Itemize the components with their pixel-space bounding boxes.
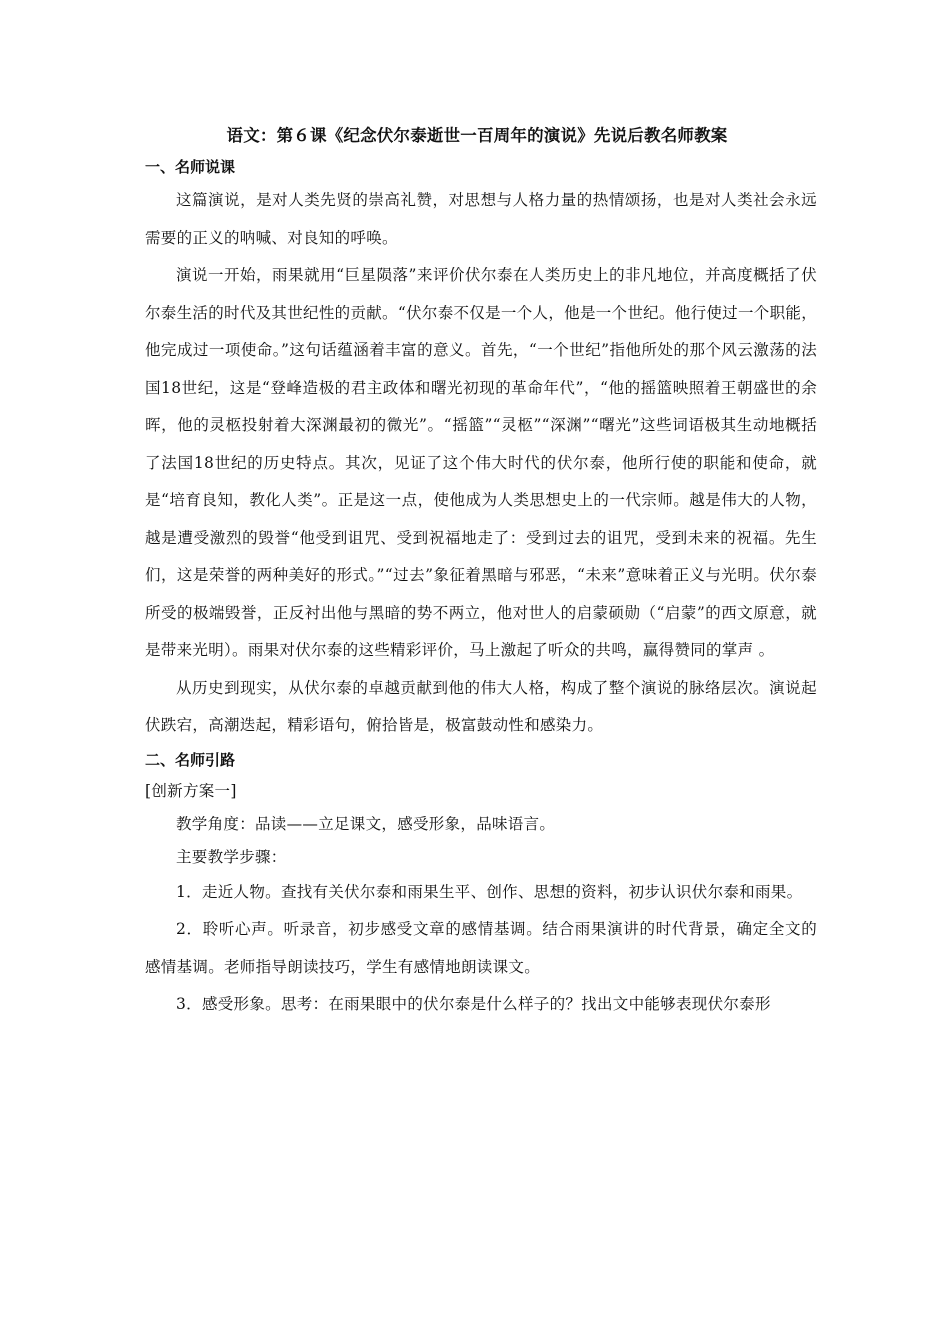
section-heading-guide: 二、名师引路 — [145, 750, 236, 769]
teaching-step: 1．走近人物。查找有关伏尔泰和雨果生平、创作、思想的资料，初步认识伏尔泰和雨果。 — [176, 882, 803, 901]
paragraph: 从历史到现实，从伏尔泰的卓越贡献到他的伟大人格，构成了整个演说的脉络层次。演说起伏跌宕，高潮迭起，精彩语句，俯拾皆是，极富鼓动性和感染力。 — [145, 678, 817, 734]
plan-label: [创新方案一] — [145, 781, 237, 800]
teaching-angle: 教学角度：品读——立足课文，感受形象，品味语言。 — [176, 814, 556, 833]
teaching-step: 3．感受形象。思考：在雨果眼中的伏尔泰是什么样子的？找出文中能够表现伏尔泰形 — [176, 995, 771, 1013]
teaching-step: 2．聆听心声。听录音，初步感受文章的感情基调。结合雨果演讲的时代背景，确定全文的感情基调。老师指导朗读技巧，学生有感情地朗读课文。 — [145, 920, 817, 976]
document-body — [145, 122, 817, 1024]
document-title: 语文：第６课《纪念伏尔泰逝世一百周年的演说》先说后教名师教案 — [226, 126, 728, 145]
section-heading-lecture: 一、名师说课 — [145, 158, 236, 176]
paragraph: 演说一开始，雨果就用“巨星陨落”来评价伏尔泰在人类历史上的非凡地位，并高度概括了伏尔泰生活的时代及其世纪性的贡献。“伏尔泰不仅是一个人，他是一个世纪。他行使过一个职能，他完成过一项使命。”这句话蕴涵着丰富的意义。首先，“一个世纪”指他所处的那个风云激荡的法国18世纪，这是“登峰造极的君主政体和曙光初现的革命年代”，“他的摇篮映照着王朝盛世的余晖，他的灵柩投射着大深渊最初的微光”。“摇篮”“灵柩”“深渊”“曙光”这些词语极其生动地概括了法国18世纪的历史特点。其次，见证了这个伟大时代的伏尔泰，他所行使的职能和使命，就是“培育良知，教化人类”。正是这一点，使他成为人类思想史上的一代宗师。越是伟大的人物，越是遭受激烈的毁誉“他受到诅咒、受到祝福地走了：受到过去的诅咒，受到未来的祝福。先生们，这是荣誉的两种美好的形式。”“过去”象征着黑暗与邪恶，“未来”意味着正义与光明。伏尔泰所受的极端毁誉，正反衬出他与黑暗的势不两立，他对世人的启蒙硕勋（“启蒙”的西文原意，就是带来光明）。雨果对伏尔泰的这些精彩评价，马上激起了听众的共鸣，赢得赞同的掌声 。 — [145, 266, 817, 659]
steps-label: 主要教学步骤： — [176, 847, 287, 866]
paragraph: 这篇演说，是对人类先贤的崇高礼赞，对思想与人格力量的热情颂扬，也是对人类社会永远需要的正义的呐喊、对良知的呼唤。 — [145, 191, 817, 247]
